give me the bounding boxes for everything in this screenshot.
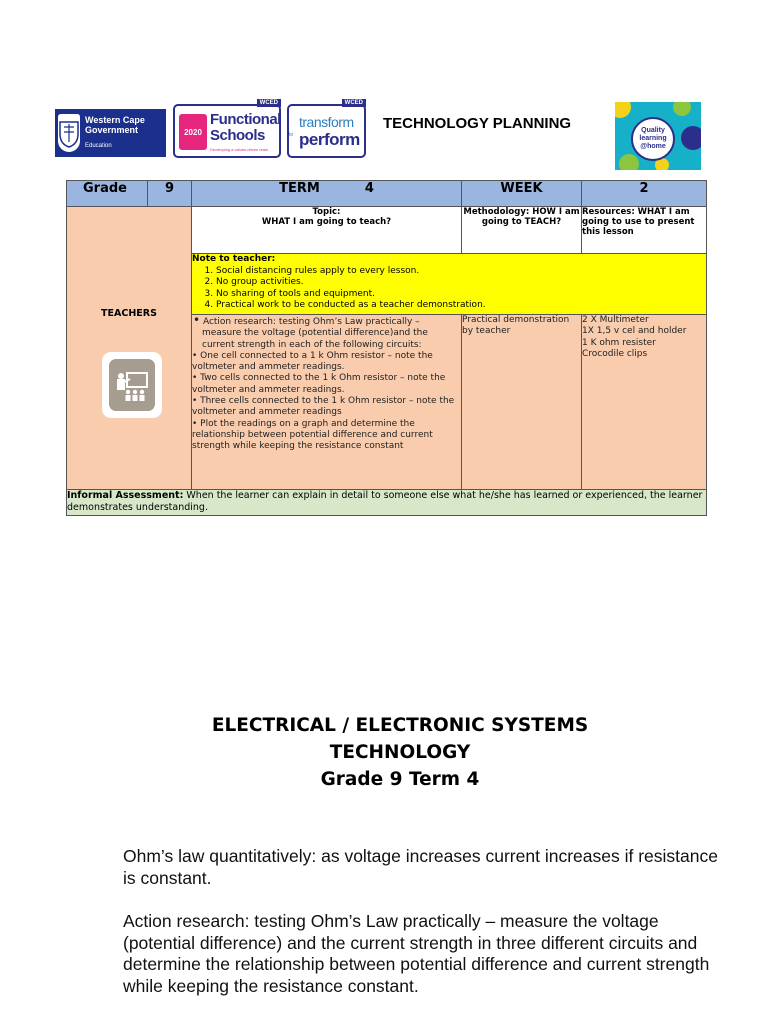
grade-label: Grade	[67, 181, 148, 207]
fs-year-badge: 2020	[179, 114, 207, 150]
note-item: 1. Social distancing rules apply to every lesson.	[216, 266, 706, 278]
topic-item: • Action research: testing Ohm’s Law practically – measure the voltage (potential difference)and the current strength in each of the following circuits:	[193, 313, 428, 350]
paragraph-action-research: Action research: testing Ohm’s Law practically – measure the voltage (potential difference) and the current strength in three different circuits and determine the relationship between potential difference and current strength while keeping the resistance constant.	[123, 911, 710, 996]
week-value: 2	[582, 181, 707, 207]
fs-wced-tag: WCED	[257, 99, 281, 107]
term-cell	[192, 181, 462, 207]
resource-item: 1X 1,5 v cel and holder	[582, 326, 687, 337]
fs-title-line2: Schools	[210, 127, 265, 144]
topic-item: • Plot the readings on a graph and determine the relationship between potential difference and current strength while keeping the resistance constant	[192, 418, 433, 452]
fs-tagline: Developing a values-driven team	[210, 147, 269, 152]
teachers-label: TEACHERS	[101, 308, 157, 319]
quality-learning-logo	[615, 102, 701, 170]
teachers-cell	[67, 207, 192, 490]
western-cape-government-logo	[55, 109, 166, 157]
ql-badge-text: Quality learning @home	[631, 117, 675, 161]
tp-line1: transform	[299, 114, 354, 130]
methodology-content: Practical demonstration by teacher	[462, 315, 582, 490]
tp-to: to	[289, 132, 294, 138]
resources-content	[582, 315, 707, 490]
planning-table	[66, 180, 707, 516]
note-item: 4. Practical work to be conducted as a teacher demonstration.	[216, 300, 706, 312]
wcg-sub: Education	[85, 143, 112, 149]
note-item: 2. No group activities.	[216, 277, 706, 289]
informal-assessment	[67, 490, 707, 516]
assessment-text: When the learner can explain in detail to someone else what he/she has learned or experienced, the learner demonstrates understanding.	[67, 490, 703, 513]
title-line-1: ELECTRICAL / ELECTRONIC SYSTEMS	[211, 715, 589, 736]
paragraph-ohms-law: Ohm’s law quantitatively: as voltage increases current increases if resistance is constant.	[123, 846, 718, 888]
transform-perform-logo	[287, 100, 366, 158]
resource-item: 2 X Multimeter	[582, 315, 649, 325]
topic-header-line2: WHAT I am going to teach?	[261, 217, 392, 227]
document-title	[150, 712, 650, 793]
title-line-2: TECHNOLOGY	[329, 742, 471, 763]
tp-line2: perform	[299, 130, 360, 149]
topic-item: • Three cells connected to the 1 k Ohm resistor – note the voltmeter and ammeter readings	[192, 396, 455, 418]
resource-item: 1 K ohm resister	[582, 337, 656, 348]
resource-item: Crocodile clips	[582, 348, 648, 359]
note-item: 3. No sharing of tools and equipment.	[216, 289, 706, 301]
topic-item: • Two cells connected to the 1 k Ohm resistor – note the voltmeter and ammeter readings.	[192, 373, 446, 395]
term-label: TERM	[279, 181, 320, 196]
resources-header: Resources: WHAT I am going to use to present this lesson	[582, 207, 707, 254]
term-value: 4	[364, 181, 374, 196]
topic-item: • One cell connected to a 1 k Ohm resistor – note the voltmeter and ammeter readings.	[192, 350, 433, 373]
note-to-teacher	[192, 254, 707, 315]
assessment-label: Informal Assessment:	[67, 490, 184, 501]
teacher-presentation-icon	[102, 352, 162, 418]
page-title: TECHNOLOGY PLANNING	[383, 115, 572, 132]
topic-content	[192, 315, 462, 490]
wcg-name: Western Cape Government	[85, 115, 145, 135]
title-line-3: Grade 9 Term 4	[320, 769, 480, 790]
methodology-header: Methodology: HOW I am going to TEACH?	[462, 207, 582, 254]
topic-header-line1: Topic:	[312, 207, 341, 217]
topic-header	[192, 207, 462, 254]
grade-value: 9	[148, 181, 192, 207]
tp-wced-tag: WCED	[342, 99, 366, 107]
fs-title-line1: Functional	[210, 111, 281, 128]
note-heading: Note to teacher:	[192, 254, 276, 264]
functional-schools-logo	[173, 100, 281, 158]
coat-of-arms-icon	[58, 114, 80, 152]
week-label: WEEK	[462, 181, 582, 207]
